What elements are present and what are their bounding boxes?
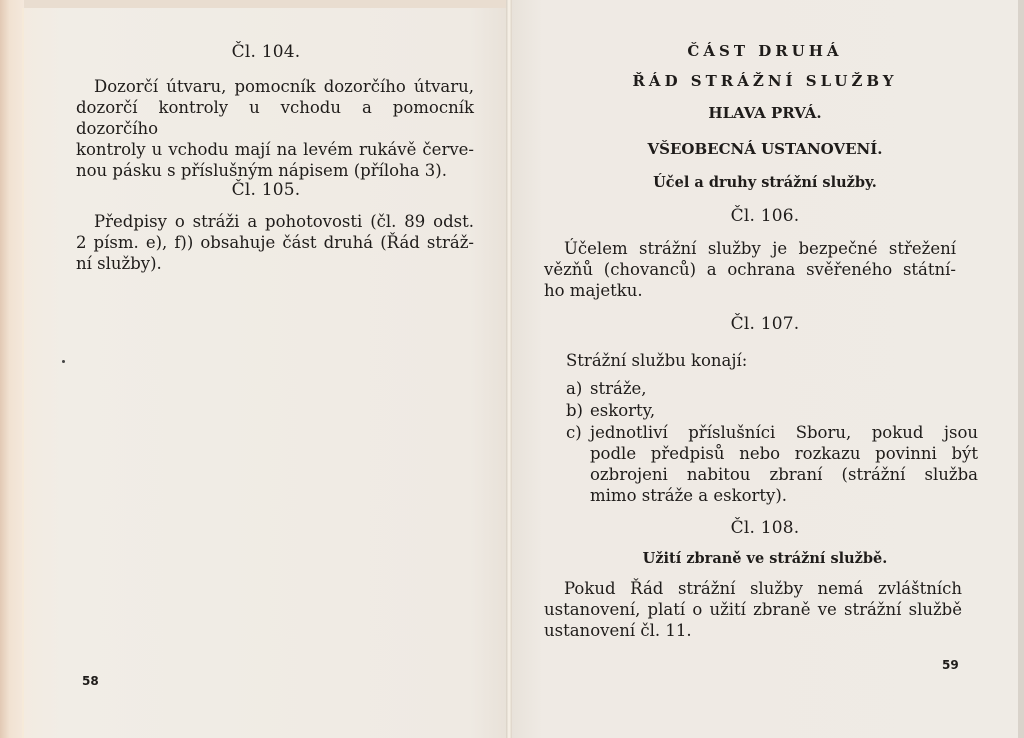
article-107-intro: Strážní službu konají: [566, 351, 748, 370]
article-heading-108: Čl. 108. [730, 518, 800, 538]
list-item-a: a) stráže, [566, 379, 647, 398]
chapter-subtitle: VŠEOBECNÁ USTANOVENÍ. [647, 140, 883, 158]
article-heading-106: Čl. 106. [730, 206, 800, 226]
right-page [512, 0, 1018, 738]
article-heading-104: Čl. 104. [231, 42, 301, 62]
article-108-body: Pokud Řád strážní služby nemá zvláštních ustanovení, platí o užití zbraně ve strážní službě ustanovení čl. 11. [544, 579, 962, 640]
article-105-body: Předpisy o stráži a pohotovosti (čl. 89 odst. 2 písm. e), f)) obsahuje část druhá (Řád stráž- ní služby). [76, 212, 474, 273]
page-number-right: 59 [942, 658, 959, 672]
article-104-body: Dozorčí útvaru, pomocník dozorčího útvaru, dozorčí kontroly u vchodu a pomocník dozorčího kontroly u vchodu mají na levém rukávě červe- nou pásku s příslušným nápisem (příloha 3). [76, 77, 474, 180]
list-item-c-text: jednotliví příslušníci Sboru, pokud jsou podle předpisů nebo rozkazu povinni být ozbrojeni nabitou zbraní (strážní služba mimo stráže a eskorty). [590, 423, 978, 505]
section-title: Účel a druhy strážní služby. [653, 174, 877, 191]
chapter-title: HLAVA PRVÁ. [708, 104, 822, 122]
ink-speck [62, 360, 65, 363]
list-item-b: b) eskorty, [566, 401, 656, 420]
article-heading-105: Čl. 105. [231, 180, 301, 200]
page-number-left: 58 [82, 674, 99, 688]
part-title: ČÁST DRUHÁ [687, 42, 843, 60]
left-page [22, 8, 508, 738]
article-106-body: Účelem strážní služby je bezpečné střežení vězňů (chovanců) a ochrana svěřeného státní- ho majetku. [544, 239, 956, 300]
list-item-c: c) jednotliví příslušníci Sboru, pokud jsou podle předpisů nebo rozkazu povinni být ozbrojeni nabitou zbraní (strážní služba mimo stráže a eskorty). [566, 423, 978, 505]
article-heading-107: Čl. 107. [730, 314, 800, 334]
article-108-subheading: Užití zbraně ve strážní službě. [642, 550, 888, 567]
book-edge-right [1018, 0, 1024, 738]
part-subtitle: ŘÁD STRÁŽNÍ SLUŽBY [632, 72, 898, 90]
book-edge-left [0, 0, 24, 738]
